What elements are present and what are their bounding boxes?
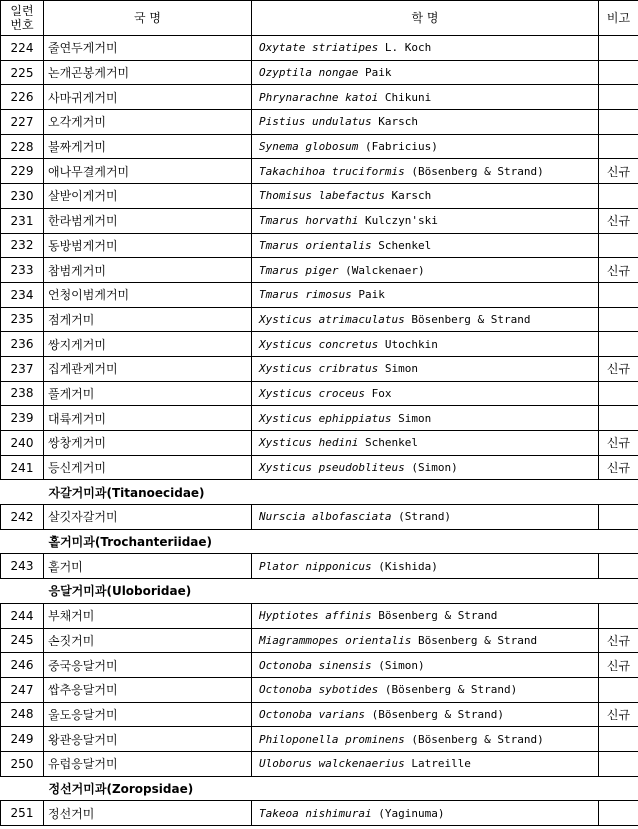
serial-number: 246: [1, 653, 44, 678]
note: 신규: [599, 159, 638, 184]
table-row: [1, 134, 638, 159]
authority: Simon: [384, 362, 418, 376]
serial-number: 232: [1, 233, 44, 258]
scientific-name: [252, 85, 599, 110]
authority: (Simon): [411, 461, 458, 475]
binomial: Uloborus walckenaerius: [259, 757, 405, 771]
binomial: Philoponella prominens: [259, 732, 405, 746]
binomial: Xysticus croceus: [259, 386, 365, 400]
note: 신규: [599, 628, 638, 653]
scientific-name: [252, 727, 599, 752]
table-row: [1, 381, 638, 406]
note: 신규: [599, 455, 638, 480]
authority: Karsch: [378, 115, 418, 129]
scientific-name: [252, 159, 599, 184]
binomial: Nurscia albofasciata: [259, 510, 392, 524]
korean-name: 한라범게거미: [44, 208, 252, 233]
scientific-name: [252, 628, 599, 653]
serial-number: 242: [1, 505, 44, 530]
serial-number: 247: [1, 677, 44, 702]
note: [599, 727, 638, 752]
family-row: [1, 776, 638, 801]
korean-name: 사마귀게거미: [44, 85, 252, 110]
table-row: [1, 751, 638, 776]
family-name: 응달거미과(Uloboridae): [1, 579, 638, 604]
scientific-name: [252, 677, 599, 702]
korean-name: 손짓거미: [44, 628, 252, 653]
authority: (Yaginuma): [378, 806, 445, 820]
scientific-name: [252, 702, 599, 727]
authority: Schenkel: [364, 436, 418, 450]
scientific-name: [252, 653, 599, 678]
serial-number: 235: [1, 307, 44, 332]
binomial: Xysticus atrimaculatus: [259, 312, 405, 326]
korean-name: 왕관응달거미: [44, 727, 252, 752]
table-row: [1, 455, 638, 480]
note: [599, 505, 638, 530]
family-name: 자갈거미과(Titanoecidae): [1, 480, 638, 505]
binomial: Tmarus piger: [259, 263, 339, 277]
korean-name: 참범게거미: [44, 258, 252, 283]
table-row: [1, 505, 638, 530]
note: [599, 36, 638, 61]
korean-name: 쌍창게거미: [44, 431, 252, 456]
family-row: [1, 480, 638, 505]
serial-number: 251: [1, 801, 44, 826]
table-row: [1, 110, 638, 135]
authority: Paik: [358, 288, 385, 302]
authority: (Bösenberg & Strand): [411, 164, 544, 178]
table-row: [1, 60, 638, 85]
table-row: [1, 554, 638, 579]
scientific-name: [252, 36, 599, 61]
serial-number: 231: [1, 208, 44, 233]
authority: (Fabricius): [364, 140, 438, 154]
authority: L. Koch: [384, 41, 432, 55]
serial-number: 243: [1, 554, 44, 579]
authority: (Kishida): [378, 559, 438, 573]
korean-name: 울도응달거미: [44, 702, 252, 727]
authority: Chikuni: [384, 90, 432, 104]
table-row: [1, 727, 638, 752]
scientific-name: [252, 356, 599, 381]
table-row: [1, 36, 638, 61]
serial-number: 233: [1, 258, 44, 283]
table-row: [1, 208, 638, 233]
binomial: Oxytate striatipes: [259, 41, 379, 55]
family-row: [1, 579, 638, 604]
table-row: [1, 406, 638, 431]
serial-number: 234: [1, 282, 44, 307]
korean-name: 부채거미: [44, 603, 252, 628]
note: [599, 307, 638, 332]
note: [599, 554, 638, 579]
korean-name: 점게거미: [44, 307, 252, 332]
note: 신규: [599, 208, 638, 233]
binomial: Xysticus ephippiatus: [259, 411, 392, 425]
note: [599, 134, 638, 159]
authority: (Simon): [378, 658, 425, 672]
authority: Bösenberg & Strand: [411, 312, 531, 326]
scientific-name: [252, 110, 599, 135]
family-row: [1, 529, 638, 554]
korean-name: 살깃자갈거미: [44, 505, 252, 530]
scientific-name: [252, 554, 599, 579]
korean-name: 풀게거미: [44, 381, 252, 406]
header-serial-number: [1, 1, 44, 36]
table-row: [1, 677, 638, 702]
authority: (Bösenberg & Strand): [384, 683, 518, 697]
table-row: [1, 233, 638, 258]
serial-number: 226: [1, 85, 44, 110]
binomial: Synema globosum: [259, 140, 359, 154]
note: [599, 332, 638, 357]
serial-number: 229: [1, 159, 44, 184]
note: [599, 233, 638, 258]
note: [599, 603, 638, 628]
family-name: 정선거미과(Zoropsidae): [1, 776, 638, 801]
authority: Utochkin: [384, 337, 438, 351]
binomial: Octonoba varians: [259, 707, 365, 721]
binomial: Tmarus rimosus: [259, 288, 352, 302]
serial-number: 227: [1, 110, 44, 135]
korean-name: 중국응달거미: [44, 653, 252, 678]
note: [599, 85, 638, 110]
scientific-name: [252, 282, 599, 307]
family-name: 홑거미과(Trochanteriidae): [1, 529, 638, 554]
note: 신규: [599, 258, 638, 283]
serial-number: 236: [1, 332, 44, 357]
korean-name: 줄연두게거미: [44, 36, 252, 61]
header-korean-name: 국 명: [44, 1, 252, 36]
binomial: Pistius undulatus: [259, 115, 372, 129]
note: [599, 801, 638, 826]
authority: Bösenberg & Strand: [417, 633, 538, 647]
binomial: Xysticus hedini: [259, 436, 359, 450]
note: [599, 282, 638, 307]
binomial: Octonoba sybotides: [259, 683, 379, 697]
scientific-name: [252, 307, 599, 332]
serial-number: 249: [1, 727, 44, 752]
authority: Simon: [398, 411, 432, 425]
korean-name: 정선거미: [44, 801, 252, 826]
authority: (Bösenberg & Strand): [411, 732, 544, 746]
table-row: [1, 702, 638, 727]
authority: Kulczyn'ski: [364, 214, 438, 228]
scientific-name: [252, 332, 599, 357]
authority: Paik: [364, 66, 392, 80]
scientific-name: [252, 603, 599, 628]
note: [599, 110, 638, 135]
serial-number: 245: [1, 628, 44, 653]
scientific-name: [252, 208, 599, 233]
authority: Schenkel: [378, 238, 432, 252]
note: 신규: [599, 653, 638, 678]
scientific-name: [252, 431, 599, 456]
table-row: [1, 159, 638, 184]
note: [599, 60, 638, 85]
serial-number: 224: [1, 36, 44, 61]
scientific-name: [252, 751, 599, 776]
authority: Latreille: [411, 757, 471, 771]
table-row: [1, 258, 638, 283]
header-serial-line1: 일련: [10, 4, 34, 18]
scientific-name: [252, 455, 599, 480]
header-note: 비고: [599, 1, 638, 36]
serial-number: 239: [1, 406, 44, 431]
note: [599, 381, 638, 406]
table-row: [1, 184, 638, 209]
korean-name: 쌉추응달거미: [44, 677, 252, 702]
table-row: [1, 628, 638, 653]
table-body: [1, 36, 638, 826]
binomial: Xysticus pseudobliteus: [259, 461, 405, 475]
korean-name: 등신게거미: [44, 455, 252, 480]
table-row: [1, 85, 638, 110]
binomial: Phrynarachne katoi: [259, 90, 379, 104]
table-row: [1, 431, 638, 456]
korean-name: 쌍지게거미: [44, 332, 252, 357]
scientific-name: [252, 60, 599, 85]
scientific-name: [252, 801, 599, 826]
note: [599, 677, 638, 702]
serial-number: 240: [1, 431, 44, 456]
serial-number: 244: [1, 603, 44, 628]
binomial: Takachihoa truciformis: [259, 164, 405, 178]
note: [599, 184, 638, 209]
korean-name: 홑거미: [44, 554, 252, 579]
korean-name: 언청이범게거미: [44, 282, 252, 307]
serial-number: 250: [1, 751, 44, 776]
serial-number: 241: [1, 455, 44, 480]
authority: Karsch: [391, 189, 432, 203]
note: 신규: [599, 431, 638, 456]
scientific-name: [252, 233, 599, 258]
note: [599, 406, 638, 431]
korean-name: 집게관게거미: [44, 356, 252, 381]
table-row: [1, 801, 638, 826]
binomial: Thomisus labefactus: [259, 189, 385, 203]
binomial: Takeoa nishimurai: [259, 806, 372, 820]
table-row: [1, 307, 638, 332]
binomial: Miagrammopes orientalis: [259, 633, 412, 647]
binomial: Plator nipponicus: [259, 559, 372, 573]
scientific-name: [252, 258, 599, 283]
scientific-name: [252, 505, 599, 530]
scientific-name: [252, 381, 599, 406]
authority: (Bösenberg & Strand): [371, 707, 505, 721]
header-scientific-name: 학 명: [252, 1, 599, 36]
binomial: Tmarus orientalis: [259, 238, 372, 252]
table-row: [1, 356, 638, 381]
binomial: Hyptiotes affinis: [259, 609, 372, 623]
note: [599, 751, 638, 776]
authority: (Strand): [398, 510, 452, 524]
table-row: [1, 282, 638, 307]
serial-number: 230: [1, 184, 44, 209]
korean-name: 애나무결게거미: [44, 159, 252, 184]
korean-name: 논개곤봉게거미: [44, 60, 252, 85]
authority: Fox: [371, 386, 392, 400]
authority: (Walckenaer): [345, 263, 425, 277]
table-row: [1, 653, 638, 678]
scientific-name: [252, 184, 599, 209]
scientific-name: [252, 406, 599, 431]
serial-number: 228: [1, 134, 44, 159]
binomial: Ozyptila nongae: [259, 66, 359, 80]
korean-name: 동방범게거미: [44, 233, 252, 258]
binomial: Xysticus cribratus: [259, 362, 379, 376]
authority: Bösenberg & Strand: [378, 609, 498, 623]
korean-name: 불짜게거미: [44, 134, 252, 159]
note: 신규: [599, 356, 638, 381]
korean-name: 살받이게거미: [44, 184, 252, 209]
serial-number: 238: [1, 381, 44, 406]
note: 신규: [599, 702, 638, 727]
binomial: Xysticus concretus: [259, 337, 379, 351]
scientific-name: [252, 134, 599, 159]
korean-name: 대륙게거미: [44, 406, 252, 431]
serial-number: 225: [1, 60, 44, 85]
binomial: Tmarus horvathi: [259, 214, 359, 228]
korean-name: 유럽응달거미: [44, 751, 252, 776]
table-row: [1, 332, 638, 357]
korean-name: 오각게거미: [44, 110, 252, 135]
table-row: [1, 603, 638, 628]
serial-number: 237: [1, 356, 44, 381]
binomial: Octonoba sinensis: [259, 658, 372, 672]
serial-number: 248: [1, 702, 44, 727]
header-serial-line2: 번호: [10, 18, 34, 32]
header-row: [1, 1, 638, 36]
